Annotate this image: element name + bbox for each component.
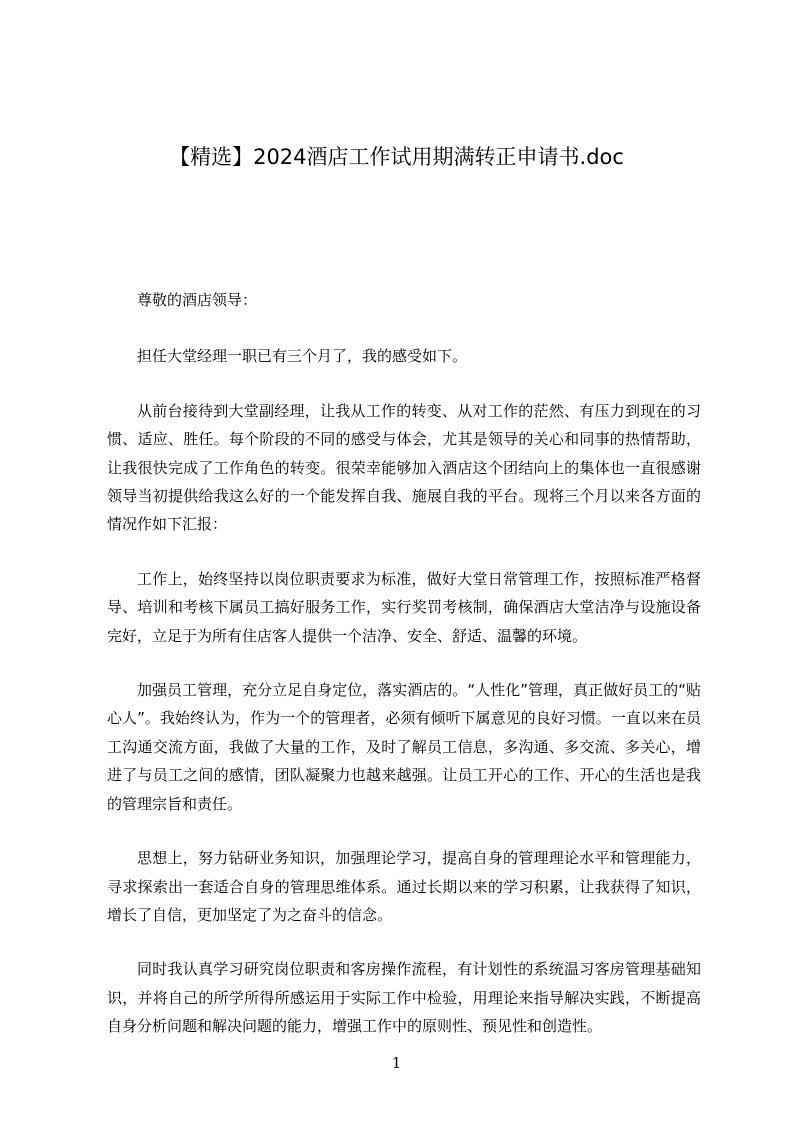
paragraph-2: 从前台接待到大堂副经理，让我从工作的转变、从对工作的茫然、有压力到现在的习惯、适应、胜任。每个阶段的不同的感受与体会，尤其是领导的关心和同事的热情帮助，让我很快完成了工作角色的转变。很荣幸能够加入酒店这个团结向上的集体也一直很感谢领导当初提供给我这么好的一个能发挥自我、施展自我的平台。现将三个月以来各方面的情况作如下汇报： <box>107 401 701 534</box>
document-body <box>107 286 701 1067</box>
paragraph-4: 加强员工管理，充分立足自身定位，落实酒店的。“人性化”管理，真正做好员工的“贴心人”。我始终认为，作为一个的管理者，必须有倾听下属意见的良好习惯。一直以来在员工沟通交流方面，我做了大量的工作，及时了解员工信息，多沟通、多交流、多关心，增进了与员工之间的感情，团队凝聚力也越来越强。让员工开心的工作、开心的生活也是我的管理宗旨和责任。 <box>107 681 701 813</box>
paragraph-1: 担任大堂经理一职已有三个月了，我的感受如下。 <box>137 347 468 366</box>
paragraph-5: 思想上，努力钻研业务知识，加强理论学习，提高自身的管理理论水平和管理能力，寻求探索出一套适合自身的管理思维体系。通过长期以来的学习积累，让我获得了知识，增长了自信，更加坚定了为之奋斗的信念。 <box>107 849 701 924</box>
document-title: 【精选】2024酒店工作试用期满转正申请书.doc <box>169 145 624 169</box>
paragraph-3: 工作上，始终坚持以岗位职责要求为标准，做好大堂日常管理工作，按照标准严格督导、培训和考核下属员工搞好服务工作，实行奖罚考核制，确保酒店大堂洁净与设施设备完好，立足于为所有住店客人提供一个洁净、安全、舒适、温馨的环境。 <box>107 569 701 645</box>
salutation: 尊敬的酒店领导： <box>137 291 258 309</box>
page-number: 1 <box>391 1054 402 1072</box>
paragraph-6: 同时我认真学习研究岗位职责和客房操作流程，有计划性的系统温习客房管理基础知识，并将自己的所学所得所感运用于实际工作中检验，用理论来指导解决实践，不断提高自身分析问题和解决问题的能力，增强工作中的原则性、预见性和创造性。 <box>107 960 701 1036</box>
